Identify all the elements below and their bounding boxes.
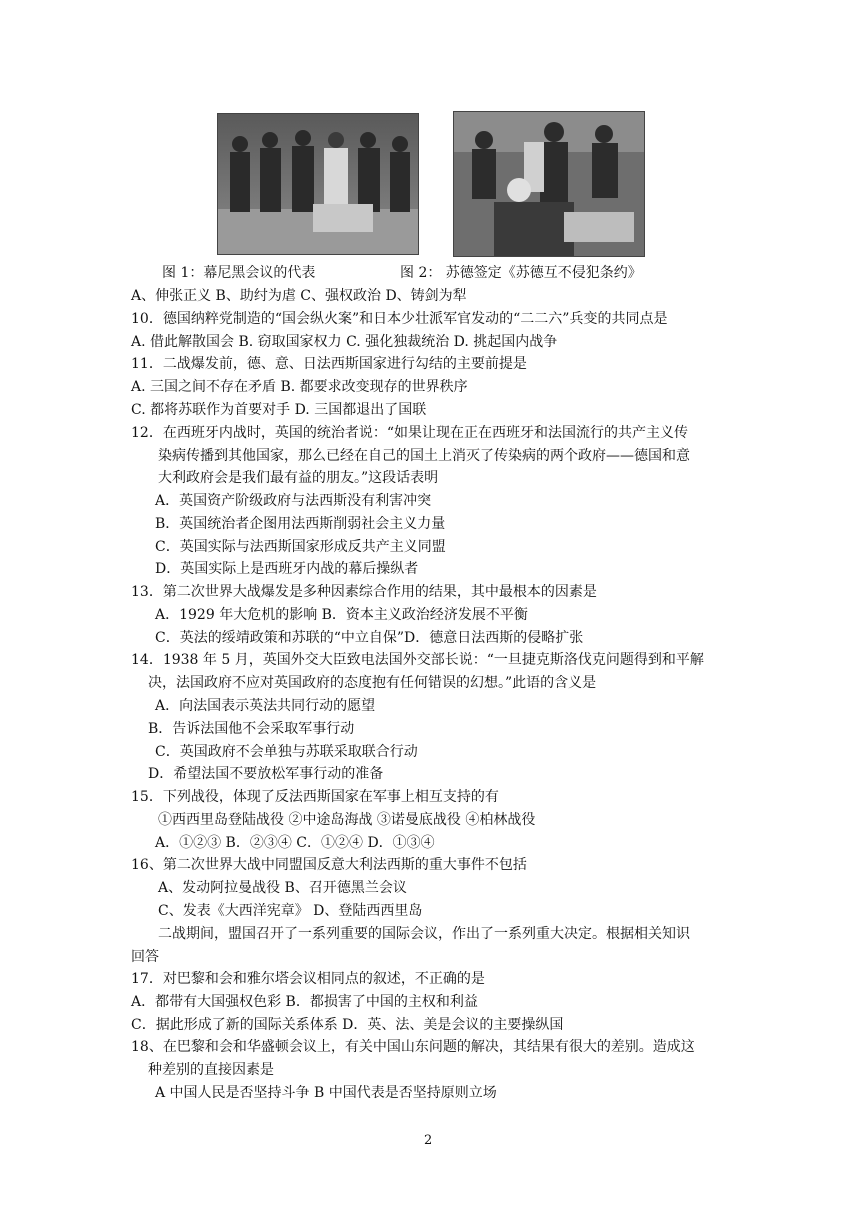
q18-options-ab: A 中国人民是否坚持斗争 B 中国代表是否坚持原则立场: [155, 1085, 497, 1101]
q18-stem-1: 18、在巴黎和会和华盛顿会议上，有关中国山东问题的解决，其结果有很大的差别。造成这: [131, 1039, 695, 1055]
q16-options-ab: A、发动阿拉曼战役 B、召开德黑兰会议: [158, 880, 407, 896]
q17-options-cd: C．据此形成了新的国际关系体系 D．英、法、美是会议的主要操纵国: [131, 1017, 564, 1033]
q12-option-d: D．英国实际上是西班牙内战的幕后操纵者: [155, 561, 419, 577]
page-number: 2: [424, 1133, 433, 1148]
q11-options-cd: C. 都将苏联作为首要对手 D. 三国都退出了国联: [131, 402, 427, 418]
q13-stem: 13．第二次世界大战爆发是多种因素综合作用的结果，其中最根本的因素是: [131, 584, 597, 600]
q12-stem-1: 12．在西班牙内战时，英国的统治者说：“如果让现在正在西班牙和法国流行的共产主义传: [131, 425, 688, 441]
q12-option-a: A．英国资产阶级政府与法西斯没有利害冲突: [155, 493, 432, 509]
q11-stem: 11．二战爆发前，德、意、日法西斯国家进行勾结的主要前提是: [131, 356, 527, 372]
q14-option-a: A．向法国表示英法共同行动的愿望: [155, 698, 376, 714]
q14-stem-1: 14．1938 年 5 月，英国外交大臣致电法国外交部长说：“一旦捷克斯洛伐克问题得到和平解: [131, 652, 704, 668]
q18-stem-2: 种差别的直接因素是: [148, 1062, 274, 1078]
q15-items: ①西西里岛登陆战役 ②中途岛海战 ③诺曼底战役 ④柏林战役: [158, 812, 536, 828]
figure-2-caption: 图 2： 苏德签定《苏德互不侵犯条约》: [400, 265, 642, 281]
section-intro-2: 回答: [131, 949, 159, 965]
q12-stem-3: 大利政府会是我们最有益的朋友。”这段话表明: [158, 470, 439, 486]
q13-options-ab: A．1929 年大危机的影响 B．资本主义政治经济发展不平衡: [155, 607, 528, 623]
q15-stem: 15．下列战役，体现了反法西斯国家在军事上相互支持的有: [131, 789, 499, 805]
figure-2-photo: [453, 111, 645, 257]
q16-options-cd: C、发表《大西洋宪章》 D、登陆西西里岛: [158, 903, 423, 919]
section-intro-1: 二战期间，盟国召开了一系列重要的国际会议，作出了一系列重大决定。根据相关知识: [158, 926, 690, 942]
q14-option-d: D．希望法国不要放松军事行动的准备: [148, 766, 384, 782]
q14-option-b: B．告诉法国他不会采取军事行动: [148, 721, 355, 737]
q12-stem-2: 染病传播到其他国家，那么已经在自己的国土上消灭了传染病的两个政府——德国和意: [158, 448, 690, 464]
q14-stem-2: 决，法国政府不应对英国政府的态度抱有任何错误的幻想。”此语的含义是: [148, 675, 597, 691]
q17-stem: 17．对巴黎和会和雅尔塔会议相同点的叙述，不正确的是: [131, 971, 485, 987]
q10-stem: 10．德国纳粹党制造的“国会纵火案”和日本少壮派军官发动的“二二六”兵变的共同点是: [131, 311, 668, 327]
q15-options: A．①②③ B．②③④ C．①②④ D．①③④: [155, 835, 435, 851]
q12-option-b: B．英国统治者企图用法西斯削弱社会主义力量: [155, 516, 446, 532]
figure-1-caption: 图 1：幕尼黑会议的代表: [162, 265, 316, 281]
q14-option-c: C．英国政府不会单独与苏联采取联合行动: [155, 744, 418, 760]
figure-1-photo: [217, 113, 419, 255]
q13-options-cd: C．英法的绥靖政策和苏联的“中立自保”D．德意日法西斯的侵略扩张: [155, 630, 584, 646]
q16-stem: 16、第二次世界大战中同盟国反意大利法西斯的重大事件不包括: [131, 857, 527, 873]
q11-options-ab: A. 三国之间不存在矛盾 B. 都要求改变现存的世界秩序: [131, 379, 468, 395]
q10-options: A. 借此解散国会 B. 窃取国家权力 C. 强化独裁统治 D. 挑起国内战争: [131, 334, 558, 350]
q12-option-c: C．英国实际与法西斯国家形成反共产主义同盟: [155, 539, 446, 555]
q17-options-ab: A．都带有大国强权色彩 B．都损害了中国的主权和利益: [131, 994, 478, 1010]
q9-options: A、伸张正义 B、助纣为虐 C、强权政治 D、铸剑为犁: [131, 288, 467, 304]
